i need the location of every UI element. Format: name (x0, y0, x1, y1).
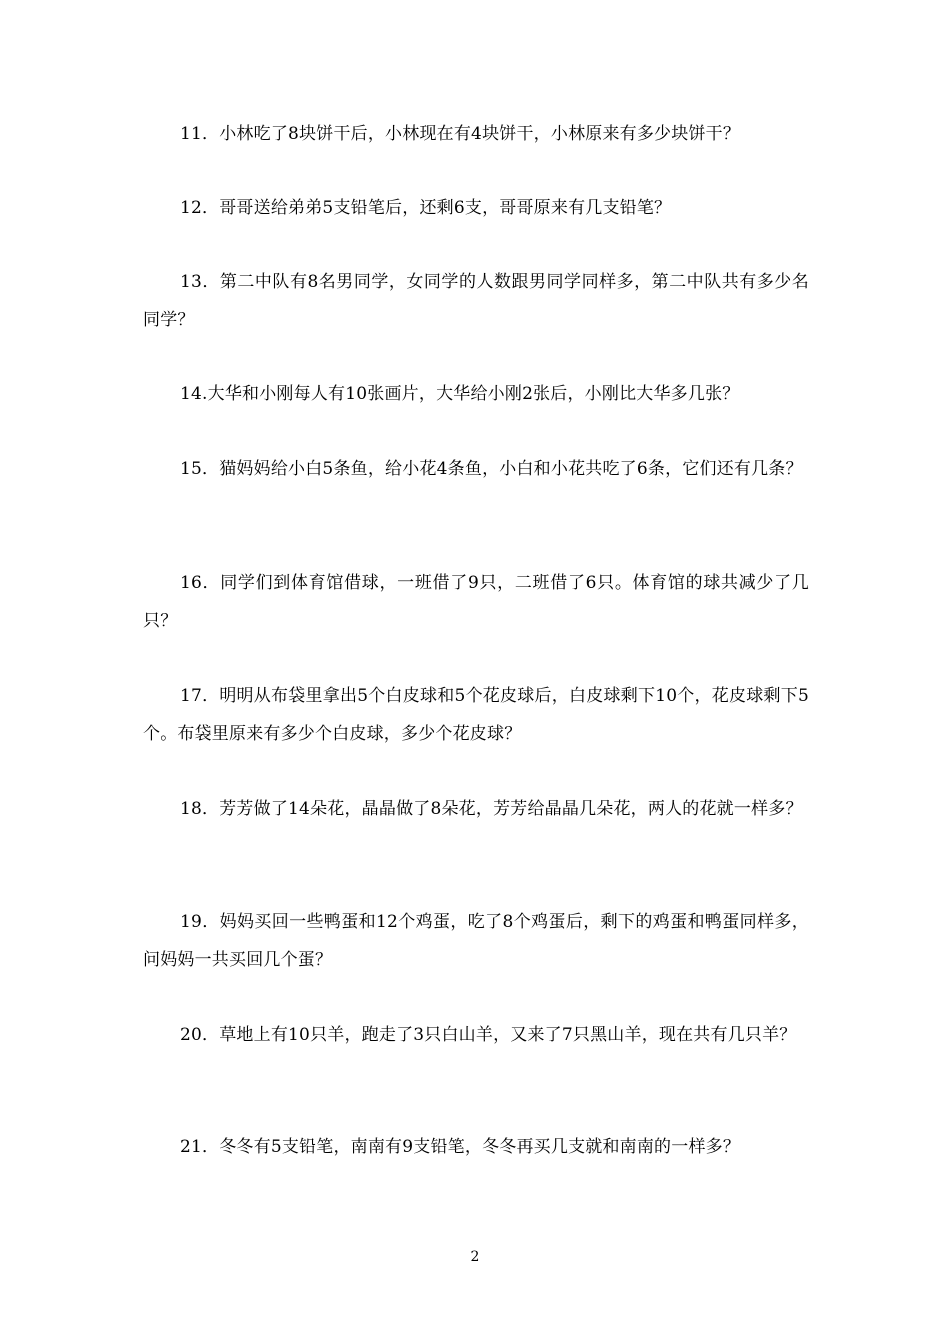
question-13: 13．第二中队有8名男同学，女同学的人数跟男同学同样多，第二中队共有多少名同学？ (143, 272, 809, 330)
question-15: 15．猫妈妈给小白5条鱼，给小花4条鱼，小白和小花共吃了6条，它们还有几条？ (180, 459, 803, 479)
question-19: 19．妈妈买回一些鸭蛋和12个鸡蛋，吃了8个鸡蛋后，剩下的鸡蛋和鸭蛋同样多，问妈妈一共买回几个蛋？ (143, 912, 809, 970)
question-17: 17．明明从布袋里拿出5个白皮球和5个花皮球后，白皮球剩下10个，花皮球剩下5个。布袋里原来有多少个白皮球，多少个花皮球？ (143, 686, 809, 744)
question-18: 18．芳芳做了14朵花，晶晶做了8朵花，芳芳给晶晶几朵花，两人的花就一样多？ (180, 799, 803, 819)
question-12: 12．哥哥送给弟弟5支铅笔后，还剩6支，哥哥原来有几支铅笔？ (180, 198, 672, 218)
question-16: 16．同学们到体育馆借球，一班借了9只，二班借了6只。体育馆的球共减少了几只？ (143, 573, 809, 631)
question-20: 20．草地上有10只羊，跑走了3只白山羊，又来了7只黑山羊，现在共有几只羊？ (180, 1025, 797, 1045)
question-21: 21．冬冬有5支铅笔，南南有9支铅笔，冬冬再买几支就和南南的一样多？ (180, 1137, 741, 1157)
question-11: 11．小林吃了8块饼干后，小林现在有4块饼干，小林原来有多少块饼干？ (180, 124, 741, 144)
page-number: 2 (470, 1249, 480, 1265)
question-14: 14.大华和小刚每人有10张画片，大华给小刚2张后，小刚比大华多几张？ (180, 384, 740, 404)
